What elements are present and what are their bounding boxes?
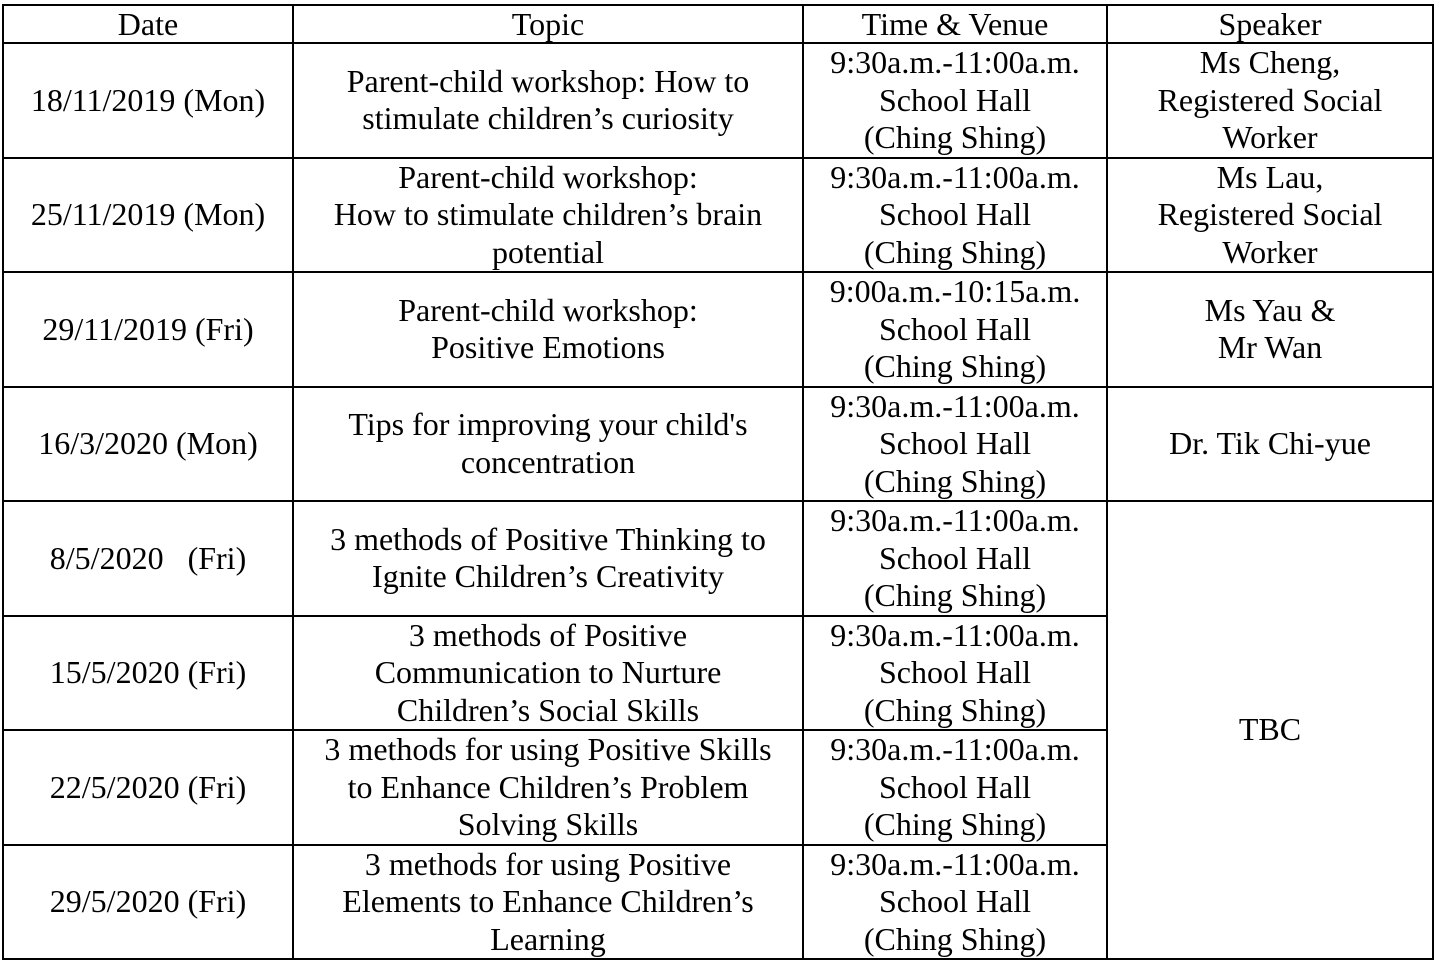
header-row <box>3 5 1433 43</box>
cell-topic: 3 methods for using Positive Skills to Enhance Children’s Problem Solving Skills <box>293 730 803 845</box>
cell-time-venue: 9:00a.m.-10:15a.m. School Hall (Ching Shing) <box>803 272 1107 387</box>
header-topic: Topic <box>293 5 803 43</box>
cell-date: 8/5/2020 (Fri) <box>3 501 293 616</box>
header-time-venue: Time & Venue <box>803 5 1107 43</box>
cell-speaker: Dr. Tik Chi-yue <box>1107 387 1433 502</box>
cell-topic: Parent-child workshop: How to stimulate children’s curiosity <box>293 43 803 158</box>
cell-date: 15/5/2020 (Fri) <box>3 616 293 731</box>
table-row <box>3 158 1433 273</box>
cell-time-venue: 9:30a.m.-11:00a.m. School Hall (Ching Shing) <box>803 158 1107 273</box>
cell-date: 25/11/2019 (Mon) <box>3 158 293 273</box>
cell-topic: 3 methods of Positive Communication to Nurture Children’s Social Skills <box>293 616 803 731</box>
cell-date: 18/11/2019 (Mon) <box>3 43 293 158</box>
cell-date: 16/3/2020 (Mon) <box>3 387 293 502</box>
cell-date: 22/5/2020 (Fri) <box>3 730 293 845</box>
cell-topic: Tips for improving your child's concentration <box>293 387 803 502</box>
header-date: Date <box>3 5 293 43</box>
table-row <box>3 272 1433 387</box>
cell-time-venue: 9:30a.m.-11:00a.m. School Hall (Ching Shing) <box>803 43 1107 158</box>
table-row <box>3 501 1433 616</box>
cell-topic: 3 methods for using Positive Elements to Enhance Children’s Learning <box>293 845 803 960</box>
schedule-table <box>2 4 1434 960</box>
cell-speaker: Ms Lau, Registered Social Worker <box>1107 158 1433 273</box>
cell-time-venue: 9:30a.m.-11:00a.m. School Hall (Ching Shing) <box>803 501 1107 616</box>
cell-topic: Parent-child workshop: How to stimulate children’s brain potential <box>293 158 803 273</box>
cell-time-venue: 9:30a.m.-11:00a.m. School Hall (Ching Shing) <box>803 387 1107 502</box>
cell-topic: 3 methods of Positive Thinking to Ignite Children’s Creativity <box>293 501 803 616</box>
cell-speaker-merged: TBC <box>1107 501 1433 959</box>
cell-speaker: Ms Cheng, Registered Social Worker <box>1107 43 1433 158</box>
header-speaker: Speaker <box>1107 5 1433 43</box>
table-row <box>3 43 1433 158</box>
cell-date: 29/5/2020 (Fri) <box>3 845 293 960</box>
cell-topic: Parent-child workshop: Positive Emotions <box>293 272 803 387</box>
cell-time-venue: 9:30a.m.-11:00a.m. School Hall (Ching Shing) <box>803 616 1107 731</box>
cell-date: 29/11/2019 (Fri) <box>3 272 293 387</box>
cell-speaker: Ms Yau & Mr Wan <box>1107 272 1433 387</box>
cell-time-venue: 9:30a.m.-11:00a.m. School Hall (Ching Shing) <box>803 730 1107 845</box>
table-row <box>3 387 1433 502</box>
cell-time-venue: 9:30a.m.-11:00a.m. School Hall (Ching Shing) <box>803 845 1107 960</box>
